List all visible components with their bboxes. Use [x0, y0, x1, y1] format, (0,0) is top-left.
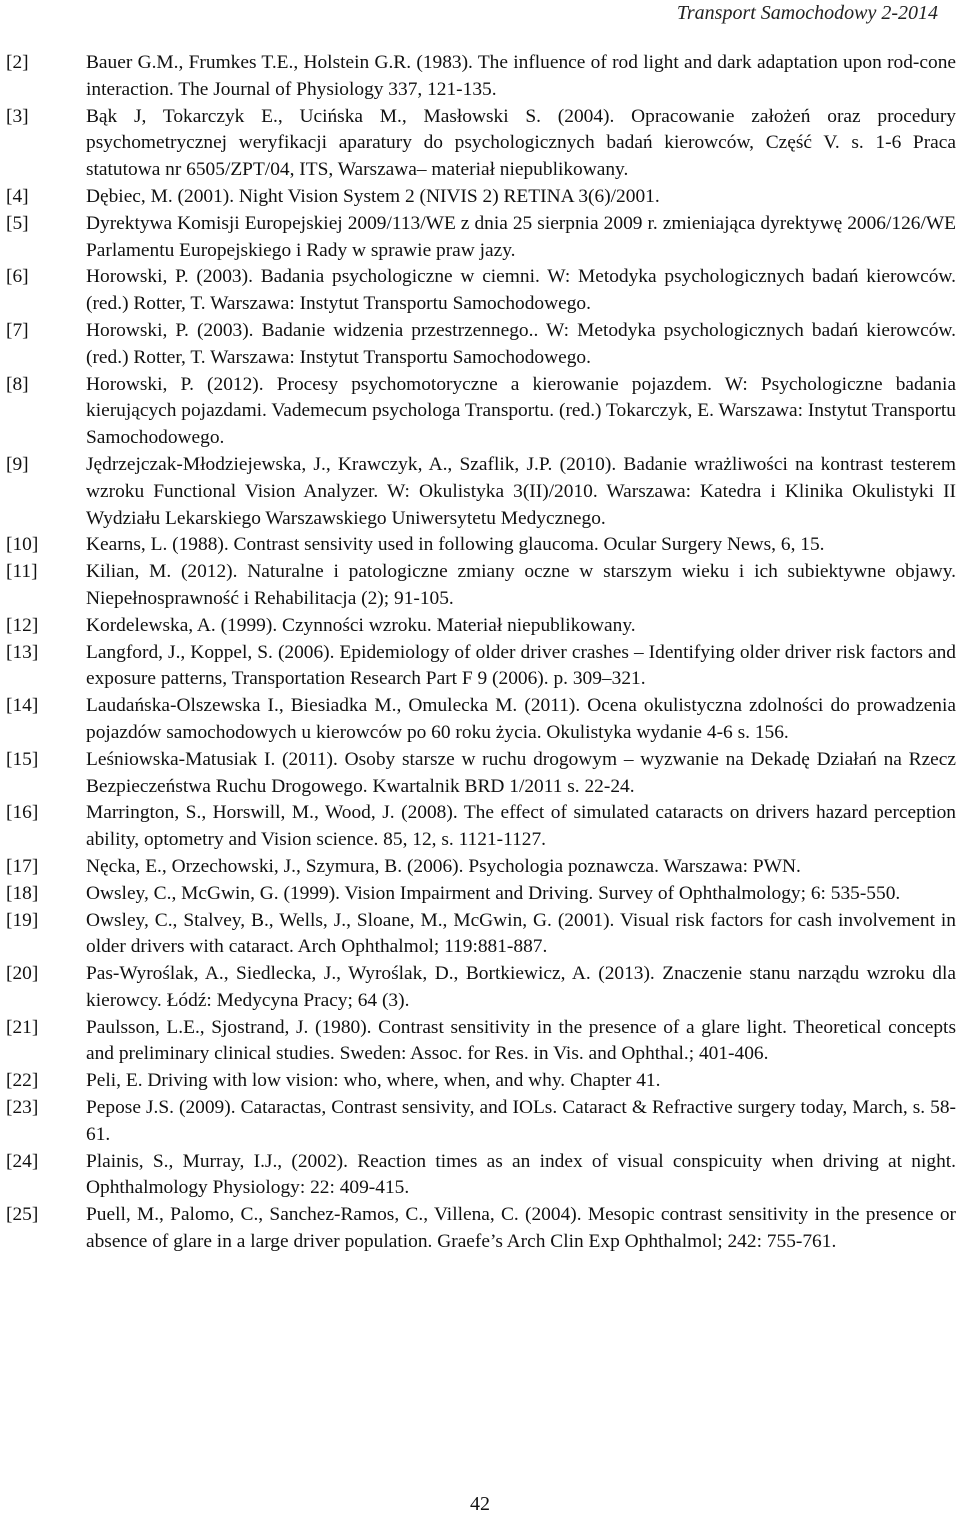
reference-item — [0, 908, 956, 962]
reference-number: [24] — [6, 1150, 39, 1172]
reference-text: Laudańska-Olszewska I., Biesiadka M., Omulecka M. (2011). Ocena okulistyczna zdolności do prowadzenia pojazdów samochodowych u kierowców po 60 roku życia. Okulistyka wydanie 4-6 s. 156. — [86, 695, 956, 743]
reference-number: [2] — [6, 52, 29, 73]
reference-item — [0, 452, 956, 532]
reference-item — [0, 693, 956, 747]
reference-text: Kordelewska, A. (1999). Czynności wzroku. Materiał niepublikowany. — [86, 614, 636, 636]
reference-item — [0, 800, 956, 854]
reference-text: Peli, E. Driving with low vision: who, where, when, and why. Chapter 41. — [86, 1070, 661, 1092]
reference-text: Horowski, P. (2012). Procesy psychomotoryczne a kierowanie pojazdem. W: Psychologiczne badania kierujących pojazdami. Vademecum psychologa Transportu. (red.) Tokarczyk, E. Warszawa: Instytut Transportu Samochodowego. — [86, 373, 956, 449]
reference-item — [0, 318, 956, 372]
reference-number: [23] — [6, 1097, 39, 1119]
reference-number: [14] — [6, 695, 39, 717]
reference-text: Kearns, L. (1988). Contrast sensivity used in following glaucoma. Ocular Surgery News, 6, 15. — [86, 534, 825, 556]
reference-text: Kilian, M. (2012). Naturalne i patologiczne zmiany oczne w starszym wieku i ich subiektywne objawy. Niepełnosprawność i Rehabilitacja (2); 91-105. — [86, 561, 956, 609]
reference-item — [0, 1095, 956, 1149]
reference-item — [0, 747, 956, 801]
reference-number: [7] — [6, 319, 29, 341]
reference-text: Paulsson, L.E., Sjostrand, J. (1980). Contrast sensitivity in the presence of a glare light. Theoretical concepts and preliminary clinical studies. Sweden: Assoc. for Res. in Vis. and Ophthal.; 401-406. — [86, 1016, 956, 1065]
reference-text: Pepose J.S. (2009). Cataractas, Contrast sensivity, and IOLs. Cataract & Refractive surgery today, March, s. 58-61. — [86, 1097, 956, 1145]
reference-item — [0, 640, 956, 694]
reference-number: [3] — [6, 105, 29, 127]
reference-item — [0, 1068, 956, 1095]
reference-text: Owsley, C., Stalvey, B., Wells, J., Sloane, M., McGwin, G. (2001). Visual risk factors for cash involvement in older drivers with cataract. Arch Ophthalmol; 119:881-887. — [86, 909, 956, 958]
reference-text: Horowski, P. (2003). Badanie widzenia przestrzennego.. W: Metodyka psychologicznych badań kierowców. (red.) Rotter, T. Warszawa: Instytut Transportu Samochodowego. — [86, 319, 956, 368]
journal-header: Transport Samochodowy 2-2014 — [676, 2, 938, 24]
reference-list — [0, 50, 956, 1256]
reference-item — [0, 1015, 956, 1069]
reference-number: [22] — [6, 1070, 39, 1092]
reference-number: [25] — [6, 1204, 39, 1226]
reference-item — [0, 613, 956, 640]
reference-item — [0, 50, 956, 104]
reference-item — [0, 854, 956, 881]
reference-text: Leśniowska-Matusiak I. (2011). Osoby starsze w ruchu drogowym – wyzwanie na Dekadę Działań na Rzecz Bezpieczeństwa Ruchu Drogowego. Kwartalnik BRD 1/2011 s. 22-24. — [86, 748, 956, 797]
reference-item — [0, 1149, 956, 1203]
reference-text: Langford, J., Koppel, S. (2006). Epidemiology of older driver crashes – Identifying older driver risk factors and exposure patterns, Transportation Research Part F 9 (2006). p. 309–321. — [86, 641, 956, 690]
reference-item — [0, 211, 956, 265]
reference-text: Bąk J, Tokarczyk E., Ucińska M., Masłowski S. (2004). Opracowanie założeń oraz procedury psychometrycznej weryfikacji aparatury do psychologicznych badań kierowców, Część V. s. 1-6 Praca statutowa nr 6505/ZPT/04, ITS, Warszawa– materiał niepublikowany. — [86, 105, 956, 181]
reference-item — [0, 559, 956, 613]
reference-number: [9] — [6, 453, 29, 475]
reference-item — [0, 532, 956, 559]
reference-item — [0, 961, 956, 1015]
reference-text: Horowski, P. (2003). Badania psychologiczne w ciemni. W: Metodyka psychologicznych badań kierowców. (red.) Rotter, T. Warszawa: Instytut Transportu Samochodowego. — [86, 266, 956, 315]
reference-number: [10] — [6, 534, 39, 556]
reference-number: [6] — [6, 266, 29, 288]
reference-number: [12] — [6, 614, 39, 636]
reference-number: [19] — [6, 909, 39, 931]
reference-number: [13] — [6, 641, 39, 663]
reference-text: Dębiec, M. (2001). Night Vision System 2 (NIVIS 2) RETINA 3(6)/2001. — [86, 185, 660, 207]
reference-item — [0, 104, 956, 184]
reference-number: [16] — [6, 802, 39, 824]
reference-text: Puell, M., Palomo, C., Sanchez-Ramos, C., Villena, C. (2004). Mesopic contrast sensitivity in the presence or absence of glare in a large driver population. Graefe’s Arch Clin Exp Ophthalmol; 242: 755-761. — [86, 1204, 956, 1253]
reference-number: [8] — [6, 373, 29, 395]
reference-text: Jędrzejczak-Młodziejewska, J., Krawczyk, A., Szaflik, J.P. (2010). Badanie wrażliwości na kontrast testerem wzroku Functional Vision Analyzer. W: Okulistyka 3(II)/2010. Warszawa: Katedra i Klinika Okulistyki II Wydziału Lekarskiego Warszawskiego Uniwersytetu Medycznego. — [86, 453, 956, 529]
reference-number: [15] — [6, 748, 39, 770]
reference-number: [21] — [6, 1016, 39, 1038]
reference-item — [0, 881, 956, 908]
reference-number: [4] — [6, 185, 29, 207]
reference-text: Nęcka, E., Orzechowski, J., Szymura, B. (2006). Psychologia poznawcza. Warszawa: PWN. — [86, 855, 801, 877]
reference-text: Marrington, S., Horswill, M., Wood, J. (2008). The effect of simulated cataracts on drivers hazard perception ability, optometry and Vision science. 85, 12, s. 1121-1127. — [86, 802, 956, 851]
reference-number: [20] — [6, 963, 39, 985]
reference-item — [0, 372, 956, 452]
reference-text: Owsley, C., McGwin, G. (1999). Vision Impairment and Driving. Survey of Ophthalmology; 6: 535-550. — [86, 882, 901, 904]
reference-item — [0, 184, 956, 211]
reference-number: [18] — [6, 882, 39, 904]
reference-number: [5] — [6, 212, 29, 234]
reference-text: Bauer G.M., Frumkes T.E., Holstein G.R. (1983). The influence of rod light and dark adaptation upon rod-cone interaction. The Journal of Physiology 337, 121-135. — [86, 52, 956, 100]
page-number: 42 — [470, 1493, 490, 1515]
reference-text: Dyrektywa Komisji Europejskiej 2009/113/WE z dnia 25 sierpnia 2009 r. zmieniająca dyrektywę 2006/126/WE Parlamentu Europejskiego i Rady w sprawie praw jazy. — [86, 212, 956, 261]
reference-item — [0, 1202, 956, 1256]
reference-text: Pas-Wyroślak, A., Siedlecka, J., Wyroślak, D., Bortkiewicz, A. (2013). Znaczenie stanu narządu wzroku dla kierowcy. Łódź: Medycyna Pracy; 64 (3). — [86, 963, 956, 1011]
reference-number: [11] — [6, 561, 38, 583]
reference-text: Plainis, S., Murray, I.J., (2002). Reaction times as an index of visual conspicuity when driving at night. Ophthalmology Physiology: 22: 409-415. — [86, 1150, 956, 1199]
reference-item — [0, 264, 956, 318]
reference-number: [17] — [6, 855, 39, 877]
